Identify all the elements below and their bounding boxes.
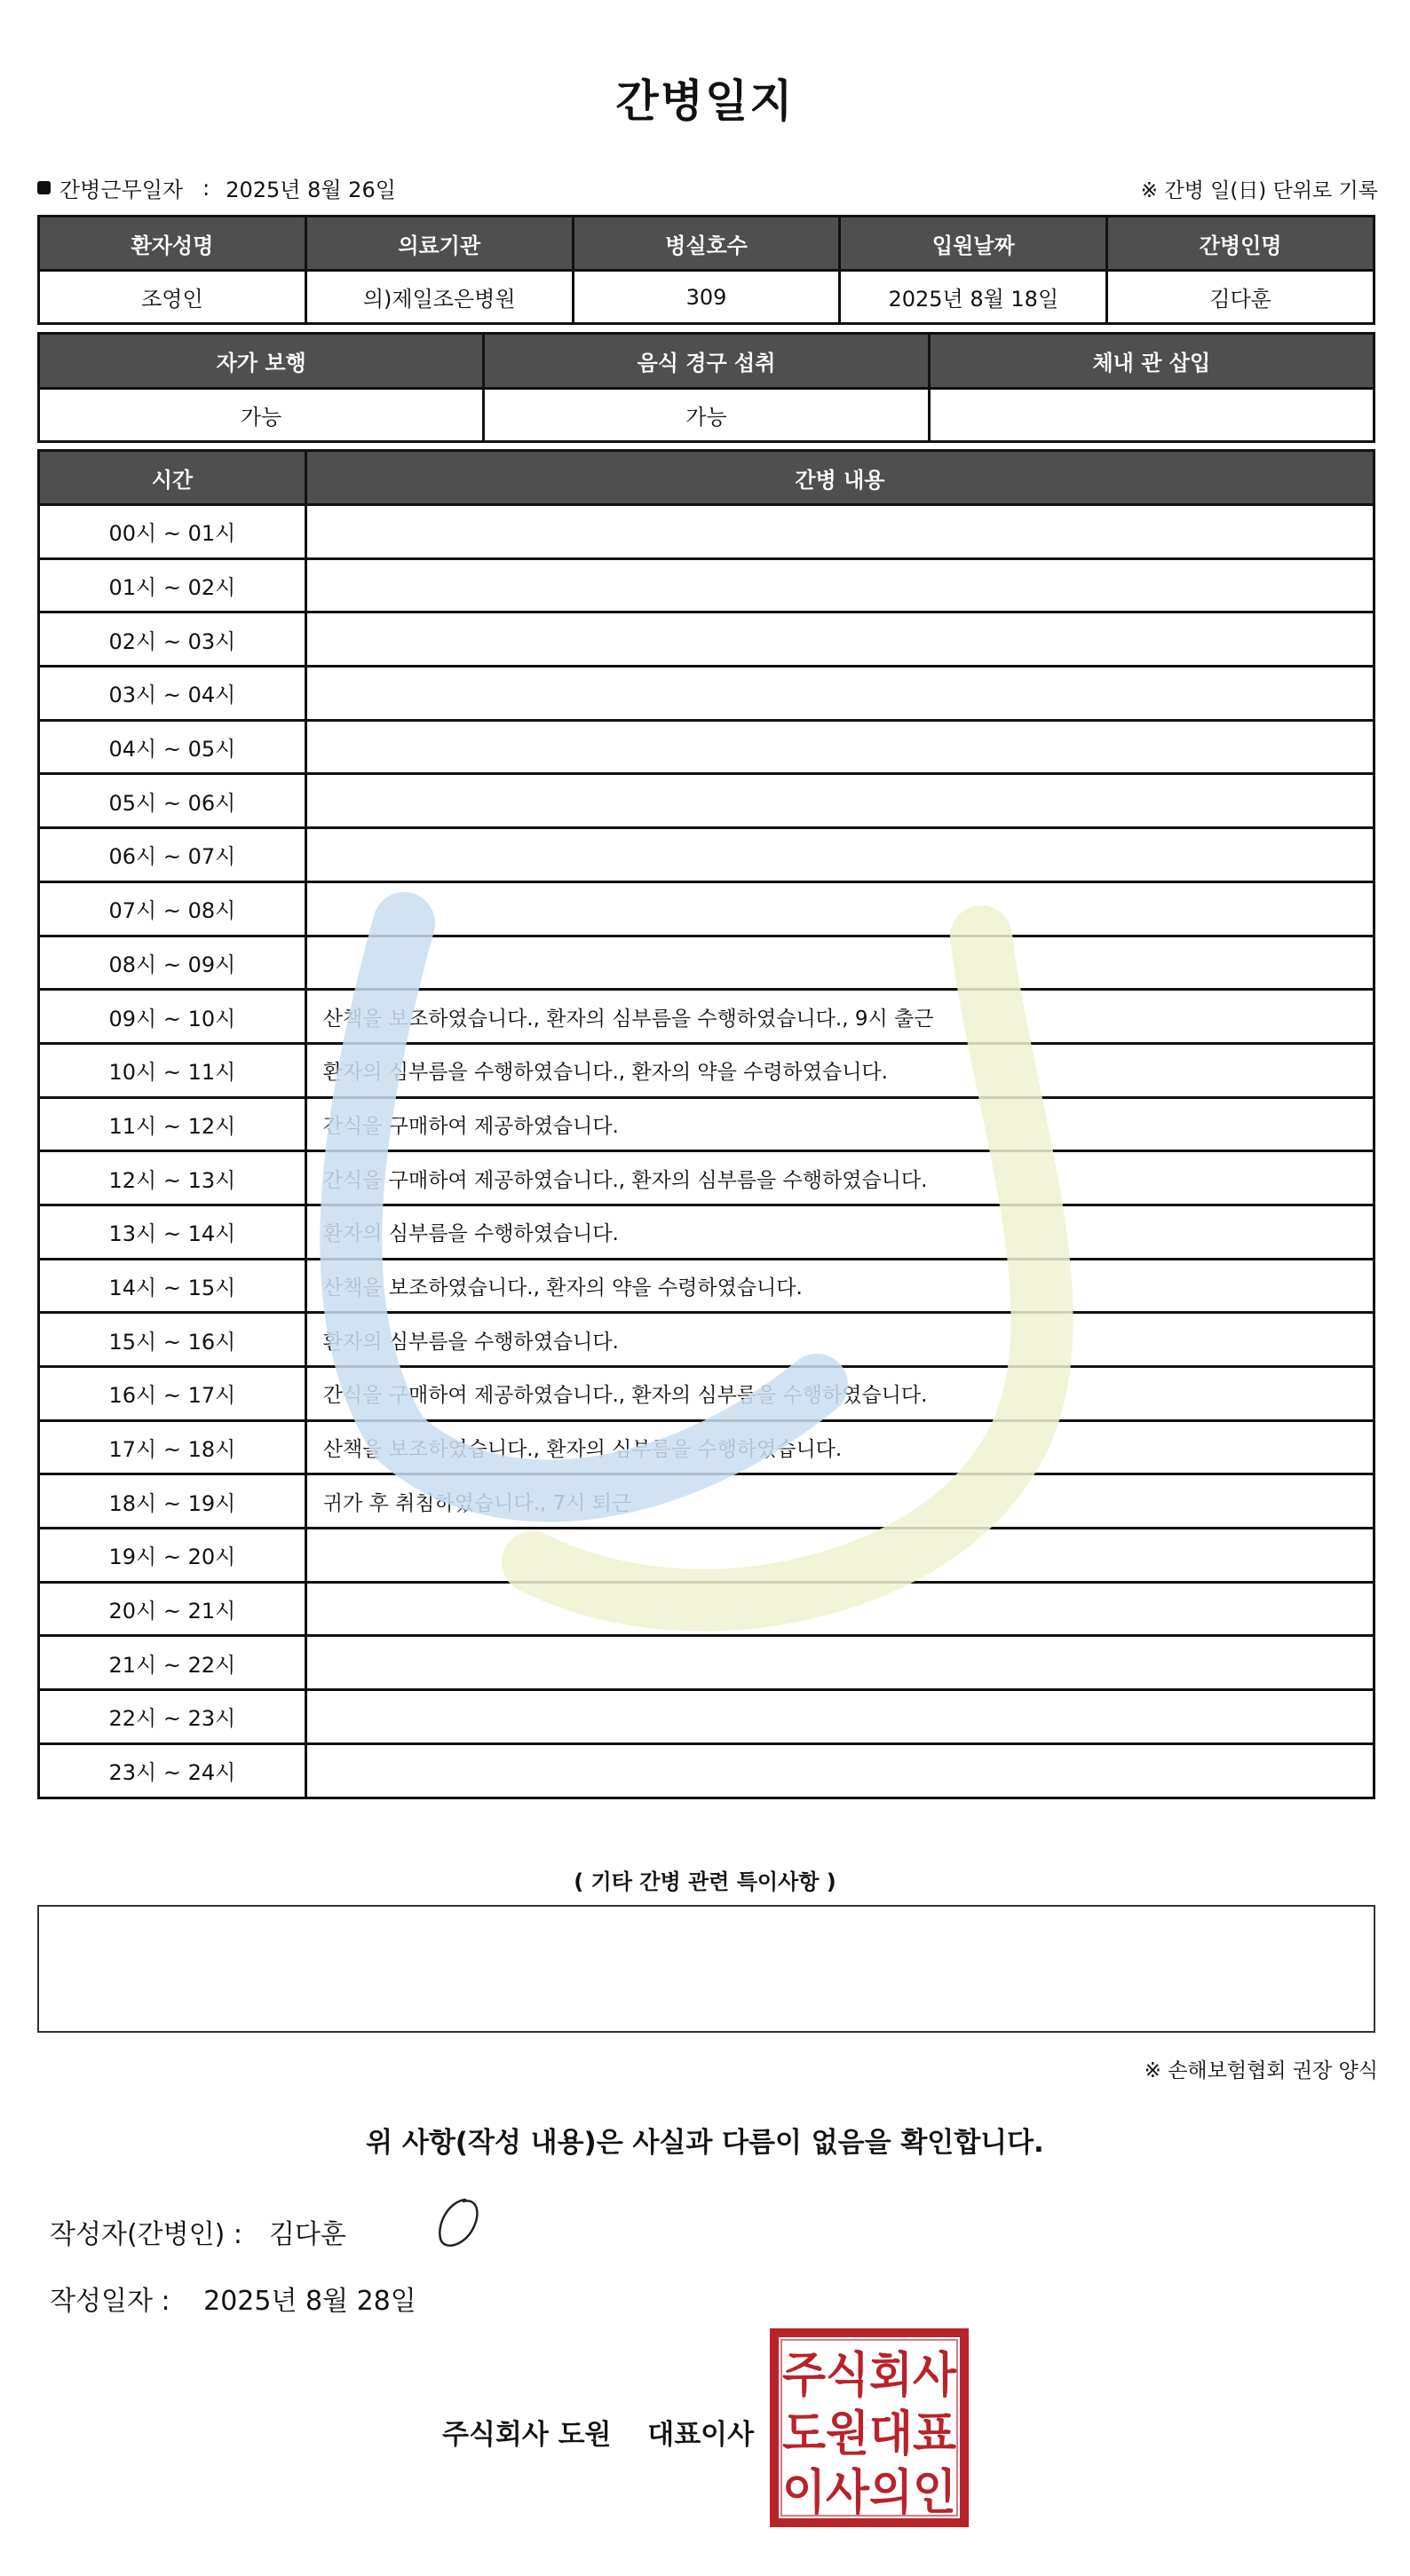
log-content — [305, 720, 1374, 774]
log-time: 17시 ~ 18시 — [39, 1420, 306, 1474]
log-content — [305, 936, 1374, 990]
work-date-separator: : — [202, 175, 210, 201]
log-content: 간식을 구매하여 제공하였습니다., 환자의 심부름을 수행하였습니다. — [305, 1367, 1374, 1421]
seal-text-line: 주식회사 — [782, 2347, 957, 2403]
log-content — [305, 612, 1374, 667]
log-time: 18시 ~ 19시 — [39, 1474, 306, 1529]
company-seal-stamp — [769, 2327, 970, 2528]
log-row — [39, 1313, 1374, 1367]
author-label: 작성자(간병인) : — [50, 2219, 242, 2250]
log-content — [305, 828, 1374, 882]
log-time: 03시 ~ 04시 — [39, 667, 306, 721]
patient-value-row — [39, 271, 1374, 324]
log-time: 06시 ~ 07시 — [39, 828, 306, 882]
patient-status-table — [37, 332, 1375, 443]
header-patient-name: 환자성명 — [39, 217, 306, 271]
header-admission-date: 입원날짜 — [840, 217, 1107, 271]
log-content: 환자의 심부름을 수행하였습니다. — [305, 1313, 1374, 1367]
company-name: 주식회사 도원 — [442, 2419, 612, 2451]
log-time: 19시 ~ 20시 — [39, 1529, 306, 1583]
log-time: 07시 ~ 08시 — [39, 881, 306, 936]
notes-title: ( 기타 간병 관련 특이사항 ) — [574, 1869, 836, 1894]
header-time: 시간 — [39, 451, 306, 505]
log-row — [39, 1097, 1374, 1151]
log-time: 00시 ~ 01시 — [39, 505, 306, 559]
log-time: 10시 ~ 11시 — [39, 1043, 306, 1097]
log-row — [39, 774, 1374, 828]
log-time: 20시 ~ 21시 — [39, 1582, 306, 1636]
log-row — [39, 1259, 1374, 1313]
log-time: 05시 ~ 06시 — [39, 774, 306, 828]
log-row — [39, 1367, 1374, 1421]
seal-text-line: 도원대표 — [782, 2406, 956, 2461]
log-row — [39, 990, 1374, 1044]
admission-date: 2025년 8월 18일 — [840, 271, 1107, 324]
log-content — [305, 881, 1374, 936]
header-oral-intake: 음식 경구 섭취 — [484, 334, 929, 389]
log-time: 04시 ~ 05시 — [39, 720, 306, 774]
log-row — [39, 720, 1374, 774]
log-content: 산책을 보조하였습니다., 환자의 심부름을 수행하였습니다. — [305, 1420, 1374, 1474]
log-content: 산책을 보조하였습니다., 환자의 심부름을 수행하였습니다., 9시 출근 — [305, 990, 1374, 1044]
log-time: 13시 ~ 14시 — [39, 1205, 306, 1259]
log-content — [305, 667, 1374, 721]
log-content — [305, 1582, 1374, 1636]
tube-insertion-status — [929, 389, 1374, 442]
hospital-name: 의)제일조은병원 — [305, 271, 573, 324]
log-content: 환자의 심부름을 수행하였습니다., 환자의 약을 수령하였습니다. — [305, 1043, 1374, 1097]
log-row — [39, 828, 1374, 882]
log-time: 22시 ~ 23시 — [39, 1690, 306, 1744]
walking-status: 가능 — [39, 389, 484, 442]
work-date-label: 간병근무일자 — [59, 178, 184, 202]
header-caregiver-name: 간병인명 — [1107, 217, 1374, 271]
log-time: 23시 ~ 24시 — [39, 1743, 306, 1798]
log-row — [39, 1205, 1374, 1259]
log-time: 15시 ~ 16시 — [39, 1313, 306, 1367]
log-row — [39, 558, 1374, 612]
oral-intake-status: 가능 — [484, 389, 929, 442]
log-content — [305, 505, 1374, 559]
company-line — [442, 2412, 754, 2452]
log-content: 간식을 구매하여 제공하였습니다. — [305, 1097, 1374, 1151]
write-date-line — [50, 2279, 416, 2318]
log-time: 21시 ~ 22시 — [39, 1636, 306, 1690]
log-row — [39, 1743, 1374, 1798]
log-row — [39, 1043, 1374, 1097]
log-content: 환자의 심부름을 수행하였습니다. — [305, 1205, 1374, 1259]
log-content — [305, 1743, 1374, 1798]
notes-box — [37, 1905, 1375, 2033]
log-content: 귀가 후 취침하였습니다., 7시 퇴근 — [305, 1474, 1374, 1529]
log-time: 02시 ~ 03시 — [39, 612, 306, 667]
log-time: 12시 ~ 13시 — [39, 1151, 306, 1205]
log-row — [39, 1636, 1374, 1690]
unit-note: ※ 간병 일(日) 단위로 기록 — [1140, 179, 1378, 202]
author-name: 김다훈 — [268, 2219, 346, 2250]
status-value-row — [39, 389, 1374, 442]
patient-info-table — [37, 215, 1375, 325]
log-row — [39, 1420, 1374, 1474]
patient-name: 조영인 — [39, 271, 306, 324]
patient-header-row — [39, 217, 1374, 271]
work-date-value: 2025년 8월 26일 — [226, 178, 396, 202]
log-row — [39, 1529, 1374, 1583]
header-care-content: 간병 내용 — [305, 451, 1374, 505]
log-row — [39, 505, 1374, 559]
log-content — [305, 1636, 1374, 1690]
log-time: 16시 ~ 17시 — [39, 1367, 306, 1421]
log-time: 01시 ~ 02시 — [39, 558, 306, 612]
caregiver-name: 김다훈 — [1107, 271, 1374, 324]
write-date-label: 작성일자 : — [50, 2286, 170, 2317]
confirm-statement: 위 사항(작성 내용)은 사실과 다름이 없음을 확인합니다. — [366, 2127, 1044, 2159]
author-line — [50, 2212, 346, 2251]
log-content — [305, 1690, 1374, 1744]
log-time: 08시 ~ 09시 — [39, 936, 306, 990]
header-tube-insertion: 체내 관 삽입 — [929, 334, 1374, 389]
log-row — [39, 1582, 1374, 1636]
log-time: 09시 ~ 10시 — [39, 990, 306, 1044]
room-number: 309 — [573, 271, 840, 324]
log-content — [305, 558, 1374, 612]
log-header-row — [39, 451, 1374, 505]
log-content — [305, 1529, 1374, 1583]
seal-text-line: 이사의인 — [782, 2464, 956, 2520]
log-time: 14시 ~ 15시 — [39, 1259, 306, 1313]
header-hospital: 의료기관 — [305, 217, 573, 271]
log-row — [39, 936, 1374, 990]
bullet-square-icon — [37, 181, 51, 194]
log-content: 간식을 구매하여 제공하였습니다., 환자의 심부름을 수행하였습니다. — [305, 1151, 1374, 1205]
care-log-table — [37, 449, 1375, 1799]
header-walking: 자가 보행 — [39, 334, 484, 389]
status-header-row — [39, 334, 1374, 389]
header-room: 병실호수 — [573, 217, 840, 271]
log-row — [39, 1690, 1374, 1744]
log-row — [39, 1151, 1374, 1205]
work-date-line — [37, 172, 396, 203]
log-row — [39, 1474, 1374, 1529]
company-representative: 대표이사 — [647, 2419, 755, 2451]
recommend-note: ※ 손해보험협회 권장 양식 — [1144, 2059, 1378, 2082]
write-date-value: 2025년 8월 28일 — [203, 2286, 416, 2317]
log-time: 11시 ~ 12시 — [39, 1097, 306, 1151]
log-content — [305, 774, 1374, 828]
log-row — [39, 612, 1374, 667]
log-content: 산책을 보조하였습니다., 환자의 약을 수령하였습니다. — [305, 1259, 1374, 1313]
page-title: 간병일지 — [615, 75, 795, 127]
log-row — [39, 881, 1374, 936]
signature-mark — [430, 2193, 492, 2255]
log-row — [39, 667, 1374, 721]
